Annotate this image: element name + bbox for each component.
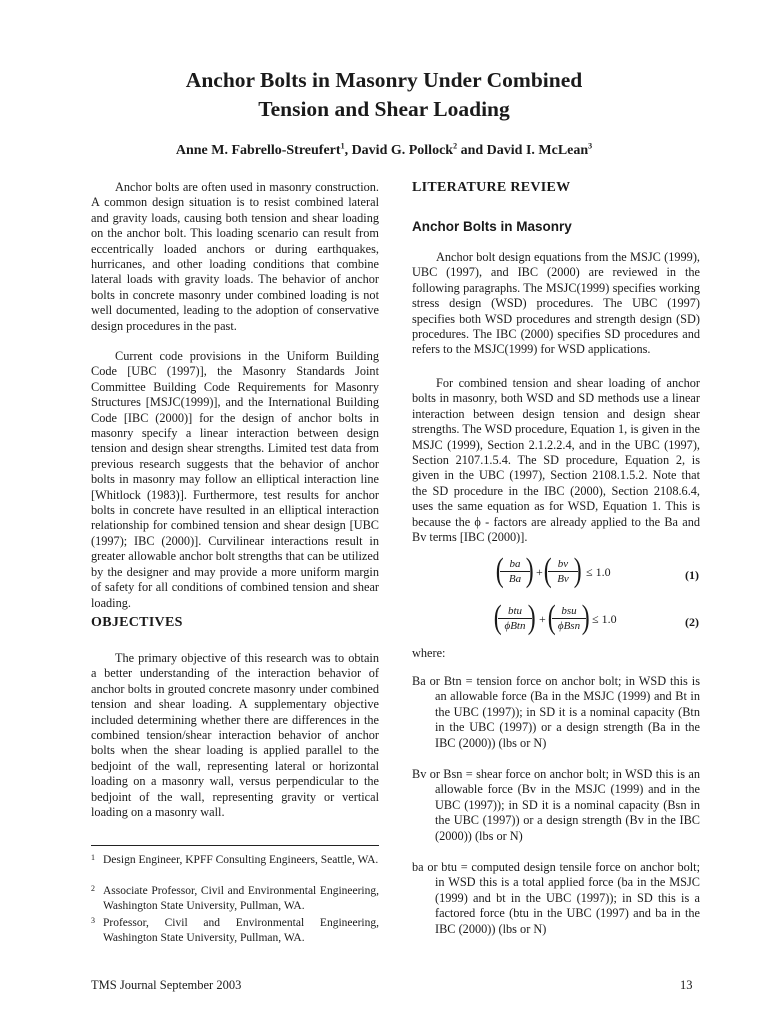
intro-paragraph-2 [91,349,379,611]
lit-paragraph-2 [412,376,700,545]
author-3-affil: 3 [588,141,593,151]
objectives-paragraph [91,651,379,820]
definition-1 [412,674,700,751]
objectives-text: The primary objective of this research was to obtain a better understanding of the interaction behavior of anchor bolts in grouted concrete masonry under combined tension and shear loading. A supplementary objective included determining whether there are differences in the combined tension/shear interaction behavior of anchor bolts when the shear loading is applied parallel to the bedjoint of the wall, representing lateral or horizontal loading on a masonry wall, versus perpendicular to the bedjoint of the wall, representing gravity or vertical loading on a masonry wall. [91,651,379,820]
footnote-rule [91,845,379,846]
intro-text-2: Current code provisions in the Uniform Building Code [UBC (1997)], the Masonry Standards Joint Committee Building Code Requirements for Masonry Structures [MSJC(1999)], and the International Building Code [IBC (2000)] for the design of anchor bolts in masonry specify a linear interaction between design tension and design shear strengths. Limited test data from previous research suggests that the behavior of anchor bolts in masonry may follow an elliptical interaction line [Whitlock (1983)]. Furthermore, test results for anchor bolts in concrete have resulted in an elliptical interaction relationship for combined tension and shear design [UBC (1997); IBC (2000)]. Curvilinear interactions result in greater allowable anchor bolt strengths that can be utilized by the designer and may provide a more uniform margin of safety for all conditions of combined tension and shear loading. [91,349,379,610]
title-line-2: Tension and Shear Loading [258,97,510,121]
equation-2-number: (2) [685,615,699,629]
eq2-denominator-2: ϕBsn [557,620,581,632]
definition-1-text: Ba or Btn = tension force on anchor bolt; in WSD this is an allowable force (Ba in the MSJC (1999) and Bt in the UBC (1997)); in SD it is a nominal capacity (Btn in the UBC (1997)) or a design strength (Ba in the IBC (2000)) (lbs or N) [412,674,700,750]
eq1-numerator-1: ba [500,558,530,572]
where-text: where: [412,646,446,660]
eq2-denominator-1: ϕBtn [504,620,526,632]
eq1-denominator-1: Ba [508,573,522,585]
footnote-3-num: 3 [91,916,95,925]
definition-2 [412,767,700,844]
equation-1: ( $\frac{ba}{Ba}$ ) + ( $\frac{bv}{Bv}$ ) ≤ 1.0 [495,552,611,589]
author-1-affil: 1 [340,141,345,151]
intro-text-1: Anchor bolts are often used in masonry construction. A common design situation is to resist combined lateral and gravity loads, causing both tension and shear loading on the anchor bolt. This loading scenario can result from eccentrically loaded anchors or during earthquakes, hurricanes, and other loading conditions that combine lateral loads with gravity loads. The behavior of anchor bolts in concrete masonry under combined loading is not well documented, leading to the adoption of conservative design procedures in the past. [91,180,379,333]
eq1-plus: + [536,565,543,579]
definition-2-text: Bv or Bsn = shear force on anchor bolt; in WSD this is an allowable force (Bv in the MSJC (1999) and in the UBC (1997)); in SD it is a nominal capacity (Bsn in the UBC (1997)) or a design strength (Bv in the IBC (2000)) (lbs or N) [412,767,700,843]
footnote-1 [91,853,379,868]
footnote-1-text: Design Engineer, KPFF Consulting Engineers, Seattle, WA. [103,854,379,866]
author-1: Anne M. Fabrello-Streufert [175,143,341,158]
eq2-numerator-2: bsu [552,605,586,619]
footnote-1-num: 1 [91,853,95,862]
author-2-affil: 2 [453,141,458,151]
eq2-numerator-1: btu [498,605,532,619]
eq2-rhs: ≤ 1.0 [592,612,617,626]
eq1-denominator-2: Bv [557,573,569,585]
footnote-2-num: 2 [91,884,95,893]
footnote-2-text: Associate Professor, Civil and Environmental Engineering, Washington State University, Pullman, WA. [103,885,379,912]
author-2: David G. Pollock [351,143,454,158]
objectives-heading: OBJECTIVES [91,615,183,630]
equation-1-number: (1) [685,568,699,582]
lit-text-1: Anchor bolt design equations from the MSJC (1999), UBC (1997), and IBC (2000) are reviewed in the following paragraphs. The MSJC(1999) specifies working stress design (WSD) procedures. The UBC (1997) specifies both WSD procedures and strength design (SD) procedures. The IBC (2000) specifies SD procedures and refers to the MSJC(1999) for WSD applications. [412,250,700,357]
paper-title [0,66,768,124]
equation-2: ( btu ϕBtn ) + ( bsu ϕBsn ) ≤ 1.0 [493,599,617,636]
journal-footer: TMS Journal September 2003 [91,978,242,992]
footnote-3 [91,916,379,945]
intro-paragraph-1 [91,180,379,334]
author-sep-1: , [344,143,352,158]
title-line-1: Anchor Bolts in Masonry Under Combined [185,68,583,92]
lit-text-2: For combined tension and shear loading of anchor bolts in masonry, both WSD and SD methods use a linear interaction between design tension and design shear strengths. The WSD procedure, Equation 1, is given in the MSJC (1999), Section 2.1.2.2.4, and in the UBC (1997), Section 2107.1.5.4. The SD procedure, Equation 2, is given in the UBC (1997), Section 2108.1.5.2. Note that the SD procedure in the IBC (2000), Section 2108.6.4, uses the same equation as for WSD, Equation 1. This is because the ϕ - factors are already applied to the Ba and Bv terms [IBC (2000)]. [412,376,700,545]
page-number: 13 [680,978,693,992]
eq1-rhs: ≤ 1.0 [586,565,611,579]
anchor-bolts-subheading: Anchor Bolts in Masonry [412,219,572,234]
definition-3 [412,860,700,937]
eq1-numerator-2: bv [548,558,578,572]
eq2-plus: + [539,612,546,626]
author-sep-2: and [457,143,487,158]
where-label [412,646,700,661]
lit-paragraph-1 [412,250,700,358]
footnote-3-text: Professor, Civil and Environmental Engineering, Washington State University, Pullman, WA. [103,917,379,944]
definition-3-text: ba or btu = computed design tensile force on anchor bolt; in WSD this is a total applied force (ba in the MSJC (1999) and bt in the UBC (1997)); in SD this is a factored force (btu in the UBC (1997) and ba in the IBC (2000)) (lbs or N) [412,860,700,936]
author-3: David I. McLean [486,143,589,158]
footnote-2 [91,884,379,913]
literature-review-heading: LITERATURE REVIEW [412,180,571,195]
author-line [0,143,768,159]
